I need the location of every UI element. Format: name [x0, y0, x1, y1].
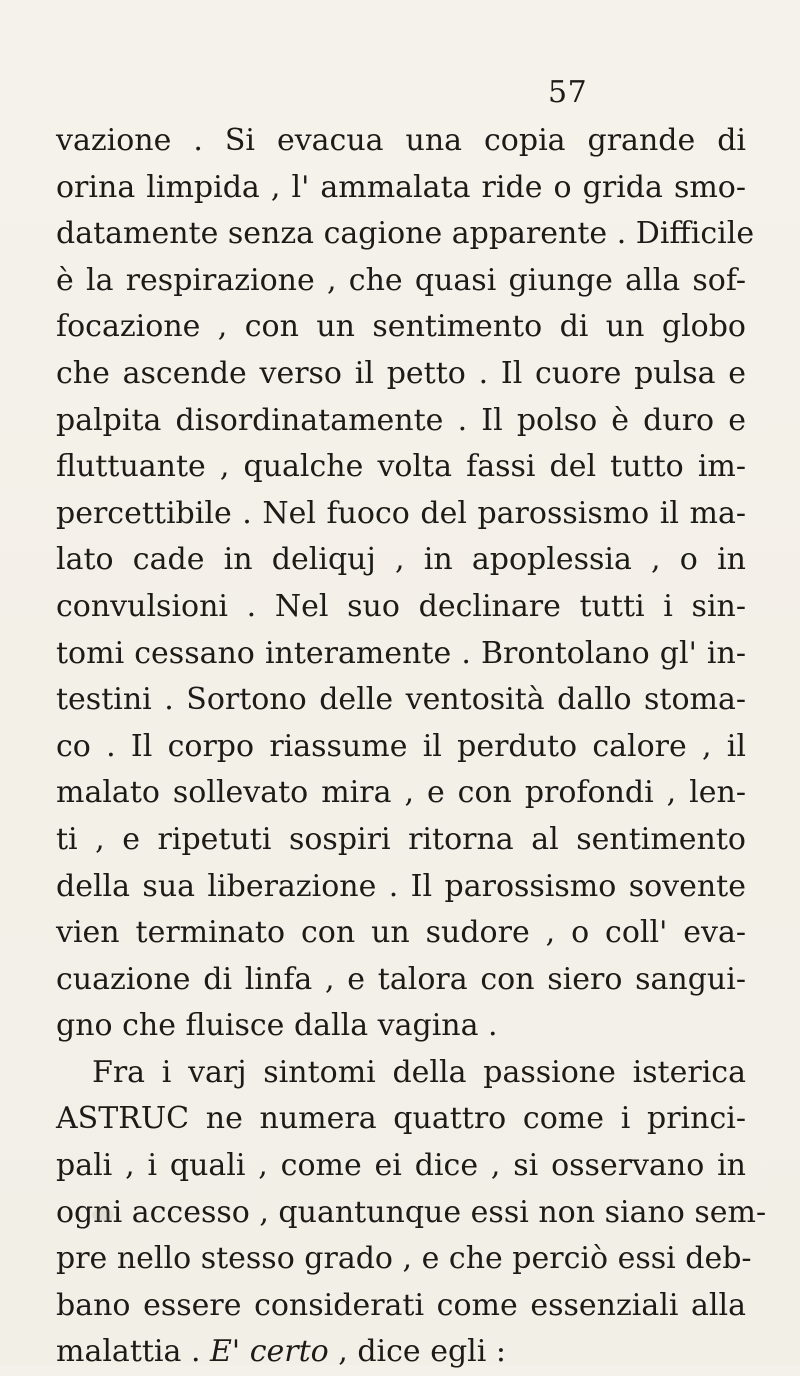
text-line: vien terminato con un sudore , o coll' eva- — [56, 915, 746, 951]
text-line: percettibile . Nel fuoco del parossismo il ma- — [56, 495, 746, 531]
text-line: orina limpida , l' ammalata ride o grida smo- — [56, 169, 746, 205]
text-line: datamente senza cagione apparente . Difficile — [56, 216, 755, 252]
text-line: convulsioni . Nel suo declinare tutti i sin- — [56, 588, 746, 624]
text-line: malato sollevato mira , e con profondi , len- — [56, 775, 746, 811]
text-line: palpita disordinatamente . Il polso è duro e — [56, 402, 746, 438]
page-number: 57 — [548, 75, 588, 110]
text-line: bano essere considerati come essenziali alla — [56, 1287, 746, 1323]
text-line: vazione . Si evacua una copia grande di — [56, 123, 746, 158]
text-line: Fra i varj sintomi della passione isterica — [92, 1054, 746, 1090]
body-text — [56, 118, 767, 1376]
text-line: pre nello stesso grado , e che perciò essi deb- — [56, 1241, 752, 1277]
text-line: ogni accesso , quantunque essi non siano sem- — [56, 1194, 767, 1230]
text-line: tomi cessano interamente . Brontolano gl' in- — [56, 635, 746, 671]
final-line-start: malattia . — [56, 1334, 211, 1370]
final-text-line — [56, 1329, 746, 1376]
paper-smudge — [92, 1208, 114, 1222]
text-line: che ascende verso il petto . Il cuore pulsa e — [56, 355, 746, 391]
text-line: testini . Sortono delle ventosità dallo stoma- — [56, 682, 746, 718]
text-line: focazione , con un sentimento di un globo — [56, 309, 746, 345]
italic-phrase: E' certo — [210, 1334, 329, 1370]
final-line-end: , dice egli : — [328, 1334, 507, 1370]
text-line: ASTRUC ne numera quattro come i princi- — [56, 1101, 746, 1137]
text-line: della sua liberazione . Il parossismo sovente — [56, 868, 746, 904]
text-line: pali , i quali , come ei dice , si osservano in — [56, 1148, 746, 1184]
text-line: gno che fluisce dalla vagina . — [56, 1008, 498, 1044]
text-line: lato cade in deliquj , in apoplessia , o in — [56, 542, 746, 578]
text-line: è la respirazione , che quasi giunge alla sof- — [56, 262, 746, 298]
text-line: co . Il corpo riassume il perduto calore , il — [56, 728, 746, 764]
text-line: fluttuante , qualche volta fassi del tutto im- — [56, 449, 746, 485]
text-line: ti , e ripetuti sospiri ritorna al sentimento — [56, 821, 746, 857]
text-line: cuazione di linfa , e talora con siero sangui- — [56, 961, 746, 997]
